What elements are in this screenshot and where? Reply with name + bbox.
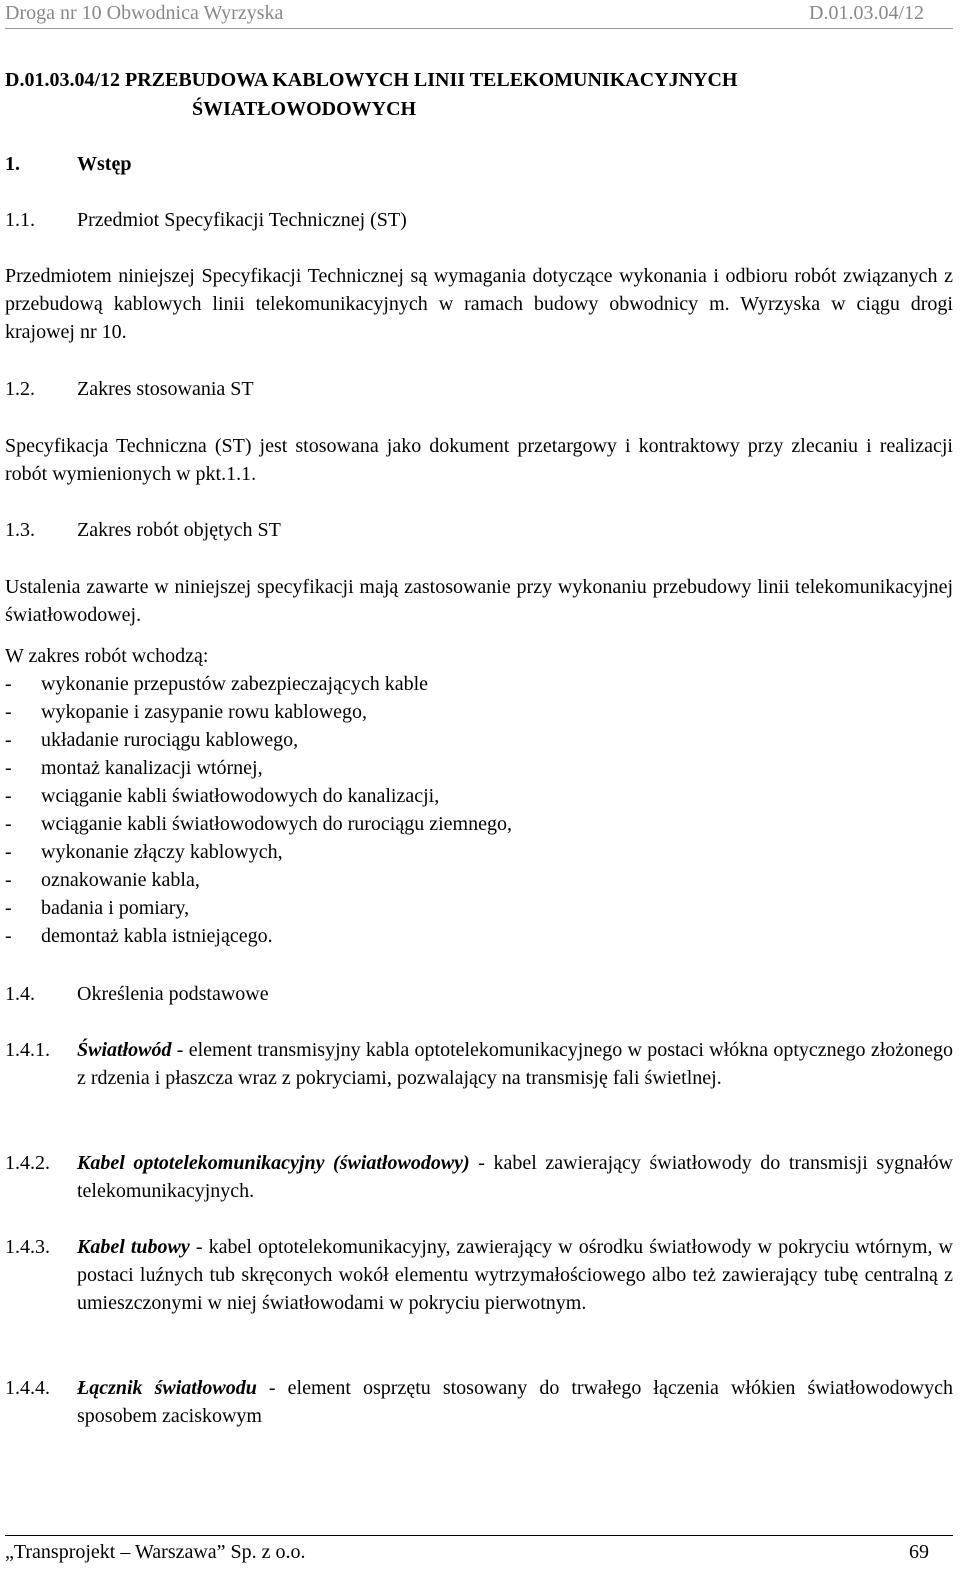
- header-spec-code: D.01.03.04/12: [809, 2, 924, 24]
- definition-body: [77, 1149, 953, 1205]
- section-label: Przedmiot Specyfikacji Technicznej (ST): [77, 209, 407, 231]
- definition-1-4-1: [5, 1036, 953, 1092]
- document-page: [5, 0, 953, 1574]
- scope-intro: W zakres robót wchodzą:: [5, 645, 209, 667]
- section-number: 1.3.: [5, 519, 35, 541]
- definition-term: Kabel tubowy: [77, 1236, 190, 1258]
- footer-divider: [5, 1535, 953, 1536]
- definition-text: - kabel zawierający światłowody do transmisji sygnałów telekomunikacyjnych.: [77, 1152, 953, 1202]
- section-1-2-paragraph: Specyfikacja Techniczna (ST) jest stosowana jako dokument przetargowy i kontraktowy przy zlecaniu i realizacji robót wymienionych w pkt.1.1.: [5, 435, 953, 485]
- list-item: - układanie rurociągu kablowego,: [5, 729, 299, 751]
- scope-of-works: [5, 642, 953, 950]
- list-item: - badania i pomiary,: [5, 897, 190, 919]
- title-line-1: D.01.03.04/12 PRZEBUDOWA KABLOWYCH LINII TELEKOMUNIKACYJNYCH: [5, 69, 738, 91]
- section-number: 1.1.: [5, 209, 35, 231]
- definition-1-4-2: [5, 1149, 953, 1205]
- header-road-title: Droga nr 10 Obwodnica Wyrzyska: [5, 2, 284, 24]
- document-title: [5, 66, 953, 124]
- section-label: Wstęp: [77, 153, 132, 175]
- section-number: 1.: [5, 153, 20, 175]
- definition-number: 1.4.3.: [5, 1236, 50, 1258]
- list-item: - demontaż kabla istniejącego.: [5, 925, 273, 947]
- title-line-2: ŚWIATŁOWODOWYCH: [192, 98, 417, 120]
- definition-number: 1.4.4.: [5, 1377, 50, 1399]
- list-item: - oznakowanie kabla,: [5, 869, 200, 891]
- page-number: 69: [909, 1541, 929, 1563]
- definition-number: 1.4.1.: [5, 1039, 50, 1061]
- definition-text: - element transmisyjny kabla optotelekomunikacyjnego w postaci włókna optycznego złożonego z rdzenia i płaszcza wraz z pokryciami, pozwalający na transmisję fali świetlnej.: [77, 1039, 953, 1089]
- section-number: 1.2.: [5, 378, 35, 400]
- definition-body: [77, 1036, 953, 1092]
- definition-text: - kabel optotelekomunikacyjny, zawierający w ośrodku światłowody w pokryciu wtórnym, w postaci luźnych tub skręconych wokół elementu wytrzymałościowego albo też zawierający tubę centralną z umieszczonymi w niej światłowodami w pokryciu pierwotnym.: [77, 1236, 953, 1314]
- definition-term: Kabel optotelekomunikacyjny (światłowodowy): [77, 1152, 470, 1174]
- definition-1-4-3: [5, 1233, 953, 1317]
- list-item: - wciąganie kabli światłowodowych do rurociągu ziemnego,: [5, 813, 512, 835]
- list-item: - wciąganie kabli światłowodowych do kanalizacji,: [5, 785, 440, 807]
- page-header: [5, 0, 953, 26]
- definition-body: [77, 1233, 953, 1317]
- list-item: - wykopanie i zasypanie rowu kablowego,: [5, 701, 368, 723]
- section-label: Zakres robót objętych ST: [77, 519, 281, 541]
- section-label: Określenia podstawowe: [77, 983, 269, 1005]
- definition-1-4-4: [5, 1374, 953, 1430]
- list-item: - montaż kanalizacji wtórnej,: [5, 757, 263, 779]
- scope-list: [5, 670, 953, 950]
- list-item: - wykonanie przepustów zabezpieczających kable: [5, 673, 429, 695]
- section-number: 1.4.: [5, 983, 35, 1005]
- footer-company: „Transprojekt – Warszawa” Sp. z o.o.: [5, 1541, 306, 1563]
- definition-term: Łącznik światłowodu: [77, 1377, 257, 1399]
- section-label: Zakres stosowania ST: [77, 378, 254, 400]
- section-1-3-paragraph: Ustalenia zawarte w niniejszej specyfikacji mają zastosowanie przy wykonaniu przebudowy linii telekomunikacyjnej światłowodowej.: [5, 576, 953, 626]
- definition-body: [77, 1374, 953, 1430]
- section-1-1-paragraph: Przedmiotem niniejszej Specyfikacji Technicznej są wymagania dotyczące wykonania i odbioru robót związanych z przebudową kablowych linii telekomunikacyjnych w ramach budowy obwodnicy m. Wyrzyska w ciągu drogi krajowej nr 10.: [5, 265, 953, 343]
- definition-term: Światłowód: [77, 1039, 172, 1061]
- definition-number: 1.4.2.: [5, 1152, 50, 1174]
- header-divider: [5, 28, 953, 29]
- list-item: - wykonanie złączy kablowych,: [5, 841, 283, 863]
- definition-text: - element osprzętu stosowany do trwałego łączenia włókien światłowodowych sposobem zaciskowym: [77, 1377, 953, 1427]
